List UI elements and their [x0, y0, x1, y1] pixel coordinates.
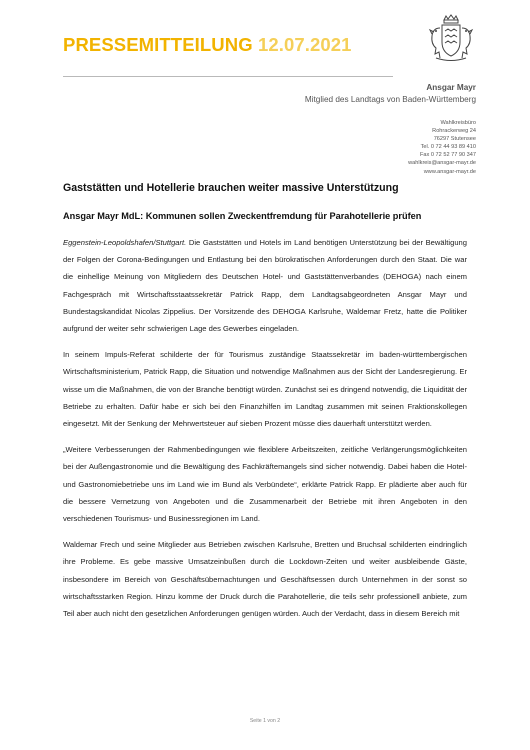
- paragraph-1: [63, 234, 467, 337]
- paragraph-3: „Weitere Verbesserungen der Rahmenbedingungen wie flexiblere Arbeitszeiten, zeitliche Verlängerungsmöglichkeiten bei der Außengastronomie und die Bewältigung des Fachkräftemangels sind sicher notwendig. Dabei haben die Hotel- und Gastronomiebetriebe uns im Land wie im Bund als Verbündete“, erklärte Patrick Rapp. Er plädierte aber auch für die bessere Vernetzung von Angeboten und die Zusammenarbeit der Betriebe mit ihren Angeboten in den verschiedenen Tourismus- und Businessregionen im Land.: [63, 445, 467, 524]
- page-number: Seite 1 von 2: [249, 718, 281, 724]
- press-release-label: PRESSEMITTEILUNG: [63, 34, 253, 55]
- article-body: [63, 234, 467, 631]
- article-subheadline: Ansgar Mayr MdL: Kommunen sollen Zweckentfremdung für Parahotellerie prüfen: [63, 211, 422, 221]
- article-headline: Gaststätten und Hotellerie brauchen weiter massive Unterstützung: [63, 182, 399, 194]
- sender-name: Ansgar Mayr: [426, 83, 476, 92]
- address-fax: Fax 0 72 52 77 90 347: [420, 152, 476, 159]
- address-email-link[interactable]: wahlkreis@ansgar-mayr.de: [408, 160, 476, 167]
- paragraph-4: Waldemar Frech und seine Mitglieder aus Betrieben zwischen Karlsruhe, Bretten und Bruchsal schilderten eindringlich ihre Probleme. Es gebe massive Umsatzeinbußen durch die Lockdown-Zeiten und weiter ausbleibende Gäste, insbesondere im Bereich von Geschäftsübernachtungen und Geschäftsessen durch Unternehmen in der sonst so wirtschaftsstarken Region. Hinzu komme der Druck durch die Parahotellerie, die teils sehr professionell anbiete, zum Teil aber auch nicht den gesetzlichen Anforderungen genügen würden. Auch der Verdacht, dass in diesem Bereich mit: [63, 540, 467, 619]
- address-line: Rohrackerweg 24: [432, 128, 476, 135]
- paragraph-2: In seinem Impuls-Referat schilderte der für Tourismus zuständige Staatssekretär im baden-württembergischen Wirtschaftsministerium, Patrick Rapp, die Situation und notwendige Maßnahmen aus der Sicht der Landesregierung. Er wisse um die Maßnahmen, die von der Branche benötigt würden. Zunächst sei es dringend notwendig, die Liquidität der Betriebe zu erhalten. Dafür habe er sich bei den Finanzhilfen im Landtag zusammen mit seinen Fraktionskollegen eingesetzt. Mit der Senkung der Mehrwertsteuer auf sieben Prozent müsse dies dauerhaft unterstützt werden.: [63, 350, 467, 429]
- press-release-date: 12.07.2021: [257, 34, 352, 55]
- press-release-title: [63, 34, 352, 56]
- address-website-link[interactable]: www.ansgar-mayr.de: [423, 168, 476, 175]
- header-divider: [63, 76, 393, 77]
- address-line: Wahlkreisbüro: [440, 120, 476, 126]
- address-phone: Tel. 0 72 44 93 89 410: [420, 144, 476, 151]
- article-dateline: Eggenstein-Leopoldshafen/Stuttgart.: [63, 238, 187, 247]
- address-line: 76297 Stutensee: [433, 136, 476, 143]
- paragraph-1-text: Die Gaststätten und Hotels im Land benötigen Unterstützung bei der Bewältigung der Folgen der Corona-Bedingungen und Entlastung bei den bürokratischen Anforderungen durch den Staat. Die war die einhellige Meinung von Mitgliedern des Deutschen Hotel- und Gaststättenverbandes (DEHOGA) nach einem Fachgespräch mit Wirtschaftsstaatssekretär Patrick Rapp, dem Landtagsabgeordneten Ansgar Mayr und Bundestagskandidat Nicolas Zippelius. Der Vorsitzende des DEHOGA Karlsruhe, Waldemar Fretz, hatte die Politiker aufgrund der weiter sehr schwierigen Lage des Gewerbes eingeladen.: [63, 238, 467, 334]
- office-address: [408, 119, 476, 176]
- coat-of-arms-icon: [427, 14, 475, 64]
- sender-title: Mitglied des Landtags von Baden-Württemberg: [304, 95, 476, 104]
